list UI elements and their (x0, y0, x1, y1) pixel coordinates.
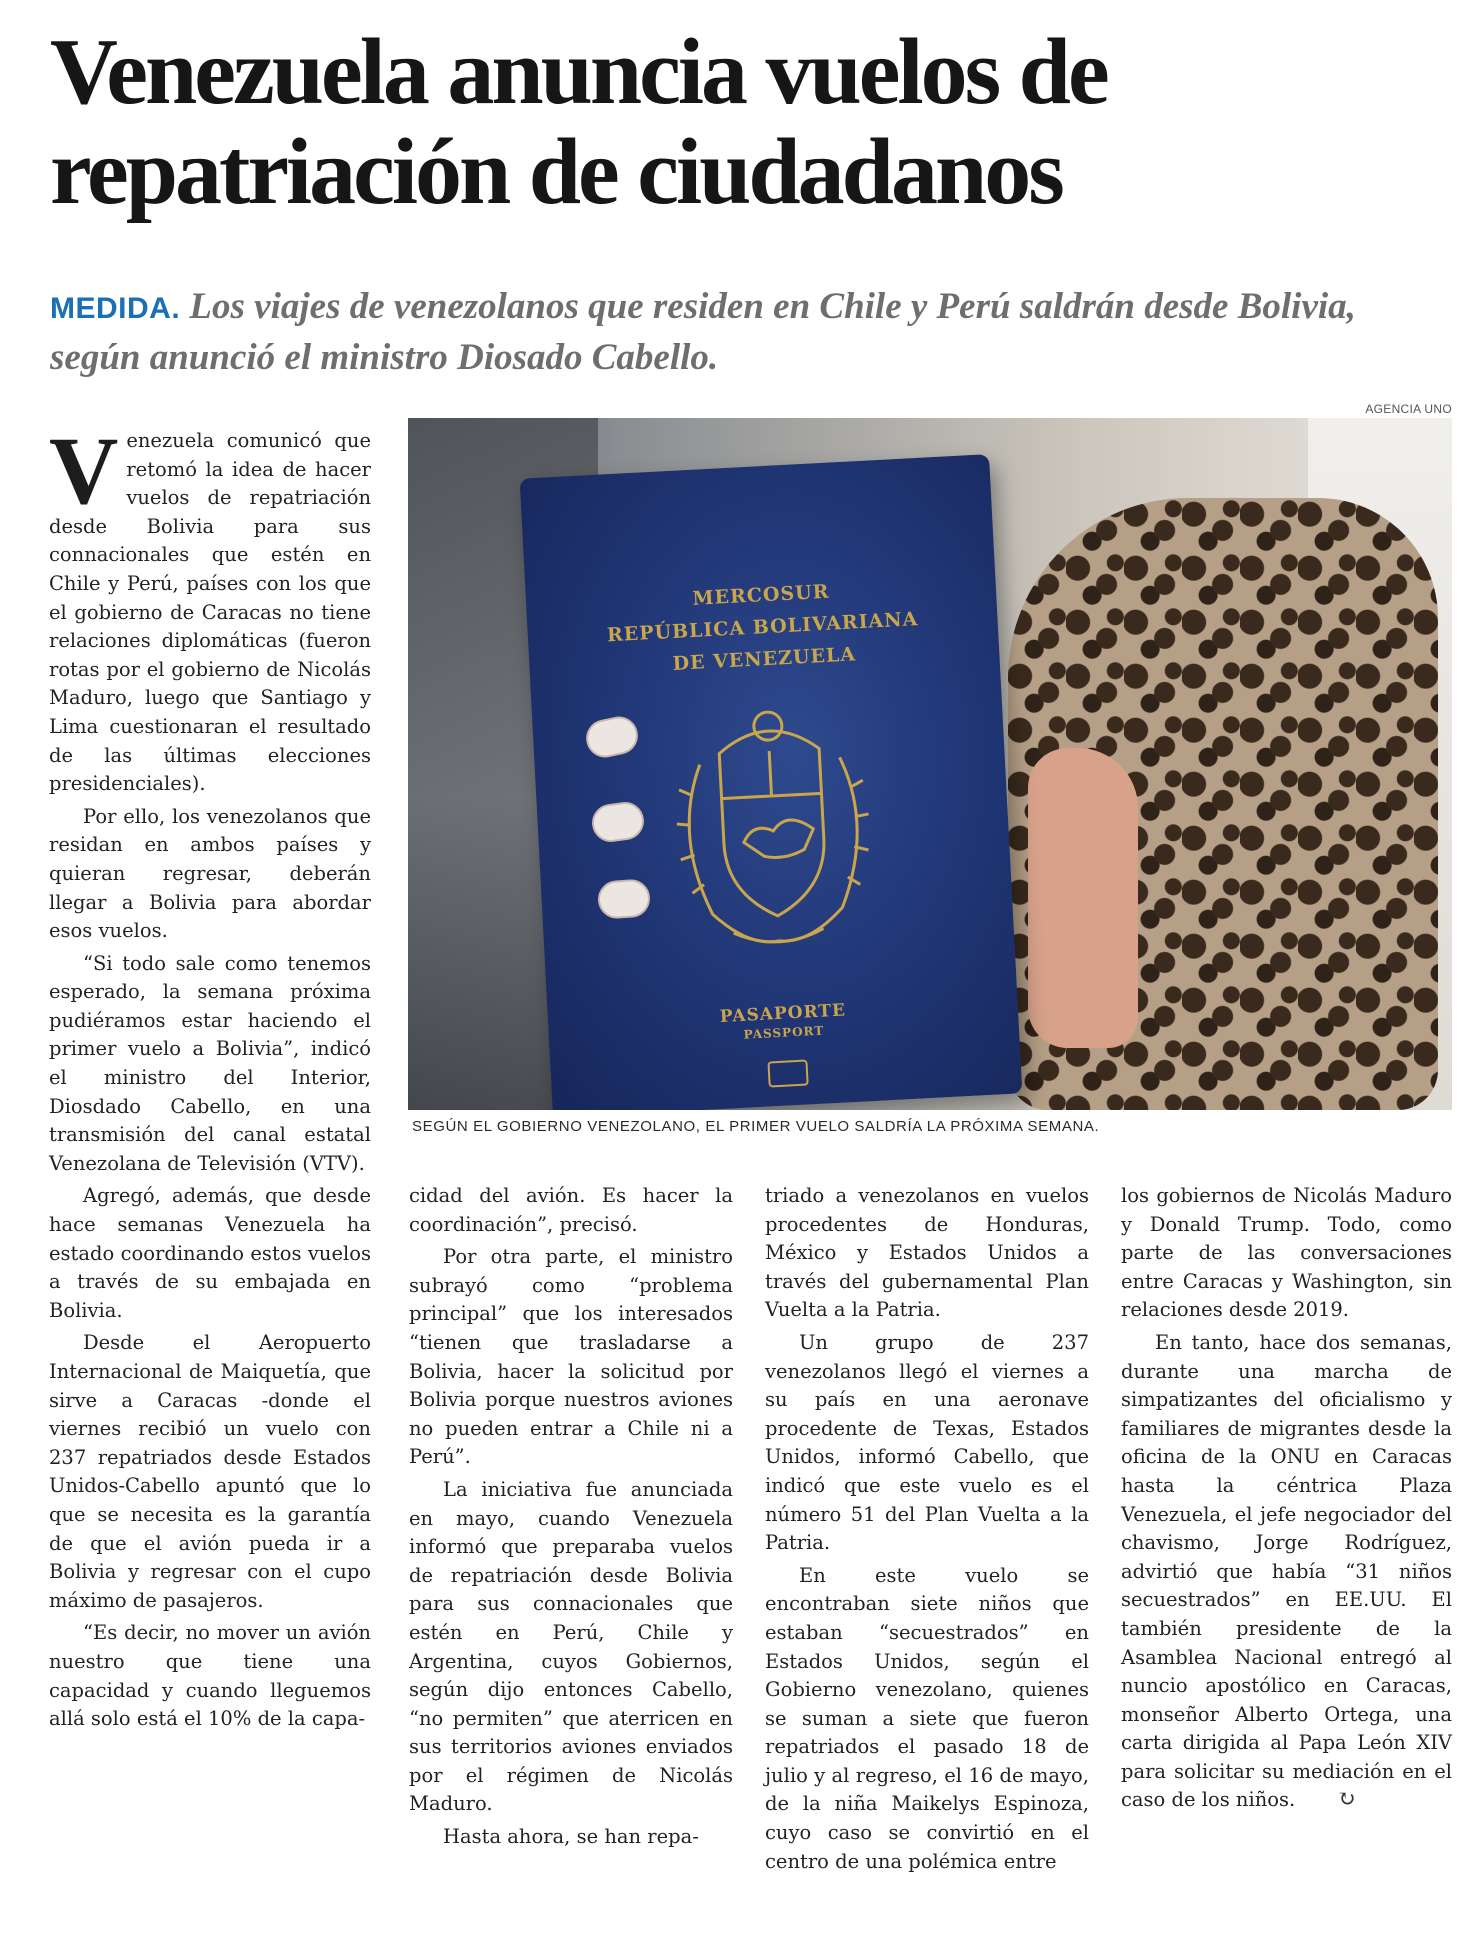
deck-text: Los viajes de venezolanos que residen en Chile y Perú saldrán desde Bolivia, según anunció el ministro Diosado Cabello. (50, 286, 1356, 378)
paragraph: los gobiernos de Nicolás Maduro y Donald Trump. Todo, como parte de las conversaciones entre Caracas y Washington, sin relaciones desde 2019. (1121, 1184, 1452, 1322)
paragraph: Agregó, además, que desde hace semanas Venezuela ha estado coordinando estos vuelos a través de su embajada en Bolivia. (49, 1184, 371, 1322)
paragraph: Desde el Aeropuerto Internacional de Maiquetía, que sirve a Caracas -donde el viernes recibió un vuelo con 237 repatriados desde Estados Unidos-Cabello apuntó que lo que se necesita es la garantía de que el avión pueda ir a Bolivia y regresar con el cupo máximo de pasajeros. (49, 1331, 371, 1612)
body-column-2 (409, 1182, 733, 1856)
paragraph: Un grupo de 237 venezolanos llegó el viernes a su país en una aeronave procedente de Texas, Estados Unidos, informó Cabello, que indicó que este vuelo es el número 51 del Plan Vuelta a la Patria. (765, 1330, 1089, 1555)
passport-mercosur: MERCOSUR (691, 580, 831, 610)
body-column-1 (49, 417, 371, 1738)
paragraph: “Es decir, no mover un avión nuestro que tiene una capacidad y cuando lleguemos allá solo está el 10% de la capa- (49, 1621, 371, 1731)
passport (520, 454, 1023, 1110)
passport-pasaporte: PASAPORTE (719, 1000, 847, 1027)
paragraph-text: En tanto, hace dos semanas, durante una marcha de simpatizantes del oficialismo y familiares de migrantes desde la oficina de la ONU en Caracas hasta la céntrica Plaza Venezuela, el jefe negociador del chavismo, Jorge Rodríguez, advirtió que había “31 niños secuestrados” en EE.UU. El también presidente de la Asamblea Nacional entregó al nuncio apostólico en Caracas, monseñor Alberto Ortega, una carta dirigida al Papa León XIV para solicitar su mediación en el caso de los niños. (1121, 1330, 1452, 1812)
deck-tag: MEDIDA. (50, 292, 181, 325)
photo-hand-right (1028, 748, 1138, 1048)
paragraph: triado a venezolanos en vuelos procedentes de Honduras, México y Estados Unidos a través del gubernamental Plan Vuelta a la Patria. (765, 1184, 1089, 1322)
coat-of-arms-icon (626, 684, 920, 978)
paragraph: Por ello, los venezolanos que residan en ambos países y quieran regresar, deberán llegar a Bolivia para abordar esos vuelos. (49, 804, 371, 943)
biometric-chip-icon (767, 1059, 808, 1087)
passport-republic: REPÚBLICA BOLIVARIANA (606, 608, 919, 647)
paragraph: “Si todo sale como tenemos esperado, la semana próxima pudiéramos estar haciendo el primer vuelo a Bolivia”, indicó el ministro del Interior, Diosdado Cabello, en una transmisión del canal estatal Venezolana de Televisión (VTV). (49, 951, 371, 1175)
paragraph: cidad del avión. Es hacer la coordinación”, precisó. (409, 1184, 733, 1236)
paragraph: Por otra parte, el ministro subrayó como “problema principal” que los interesados “tienen que trasladarse a Bolivia, hacer la solicitud por Bolivia porque nuestros aviones no pueden entrar a Chile ni a Perú”. (409, 1245, 733, 1469)
deck (50, 282, 1450, 382)
paragraph (1121, 1329, 1452, 1815)
paragraph: La iniciativa fue anunciada en mayo, cuando Venezuela informó que preparaba vuelos de repatriación desde Bolivia para sus connacionales que estén en Perú, Chile y Argentina, cuyos Gobiernos, según dijo entonces Cabello, “no permiten” que aterricen en sus territorios aviones enviados por el régimen de Nicolás Maduro. (409, 1477, 733, 1816)
headline-line-2: repatriación de ciudadanos (50, 120, 1062, 224)
paragraph: Hasta ahora, se han repa- (443, 1825, 699, 1849)
drop-cap: V (49, 417, 119, 524)
paragraph: En este vuelo se encontraban siete niños que estaban “secuestrados” en Estados Unidos, según el Gobierno venezolano, quienes se suman a siete que fueron repatriados el pasado 18 de julio y al regreso, el 16 de mayo, de la niña Maikelys Espinoza, cuyo caso se convirtió en el centro de una polémica entre (765, 1563, 1089, 1873)
passport-passport: PASSPORT (743, 1023, 825, 1042)
body-column-4 (1121, 1182, 1452, 1819)
passport-country: DE VENEZUELA (672, 643, 857, 675)
article-photo (408, 418, 1452, 1110)
paragraph (49, 417, 371, 799)
headline (50, 22, 1450, 222)
headline-line-1: Venezuela anuncia vuelos de (50, 20, 1107, 124)
body-column-3 (765, 1182, 1089, 1880)
photo-credit: AGENCIA UNO (1365, 402, 1452, 416)
photo-caption: SEGÚN EL GOBIERNO VENEZOLANO, EL PRIMER VUELO SALDRÍA LA PRÓXIMA SEMANA. (412, 1118, 1100, 1135)
paragraph-text: enezuela comunicó que retomó la idea de hacer vuelos de repatriación desde Bolivia para sus connacionales que estén en Chile y Perú, países con los que el gobierno de Caracas no tiene relaciones diplomáticas (fueron rotas por el gobierno de Nicolás Maduro, luego que Santiago y Lima cuestionaran el resultado de las últimas elecciones presidenciales). (49, 429, 371, 796)
end-mark-icon: ↻ (1337, 1787, 1356, 1813)
